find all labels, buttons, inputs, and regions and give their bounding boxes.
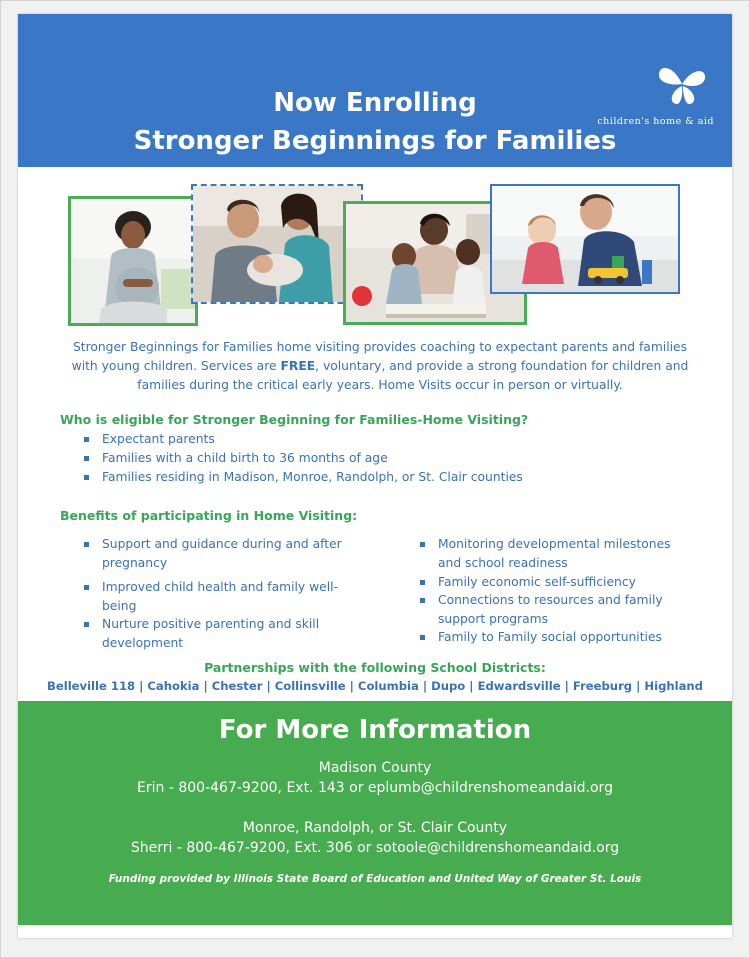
contact1-region: Madison County — [318, 760, 432, 776]
benefit-item: Support and guidance during and after pregnancy — [102, 535, 362, 573]
eligibility-item: Expectant parents — [102, 430, 215, 449]
intro-free-emphasis: FREE — [280, 359, 316, 373]
intro-paragraph — [68, 338, 692, 395]
contact2-details: Sherri - 800-467-9200, Ext. 306 or sotoole@childrenshomeandaid.org — [130, 840, 620, 856]
pregnant-woman-image — [71, 199, 195, 323]
benefit-item: Family to Family social opportunities — [438, 628, 708, 647]
contact2-region: Monroe, Randolph, or St. Clair County — [242, 820, 508, 836]
bullet-square-icon — [420, 598, 425, 603]
bullet-square-icon — [420, 542, 425, 547]
bullet-square-icon — [84, 475, 89, 480]
father-with-baby-playing-photo — [490, 184, 680, 294]
intro-text-end: , voluntary, and provide a strong foundation for children and families during the critical early years. Home Visits occur in person or virtually. — [137, 359, 689, 392]
parents-with-newborn-photo — [191, 184, 363, 304]
bullet-square-icon — [84, 437, 89, 442]
bullet-square-icon — [84, 456, 89, 461]
benefit-item: Monitoring developmental milestones and school readiness — [438, 535, 708, 573]
brand-logo — [554, 64, 714, 127]
eligibility-item: Families residing in Madison, Monroe, Randolph, or St. Clair counties — [102, 468, 523, 487]
title-line-2: Stronger Beginnings for Families — [133, 126, 617, 156]
benefit-item: Family economic self-sufficiency — [438, 573, 708, 592]
footer-title: For More Information — [218, 715, 532, 745]
butterfly-icon — [654, 64, 710, 108]
father-baby-image — [492, 186, 678, 292]
header-banner — [18, 14, 732, 167]
eligibility-heading: Who is eligible for Stronger Beginning for Families-Home Visiting? — [60, 412, 529, 427]
expectant-mother-photo — [68, 196, 198, 326]
benefits-heading: Benefits of participating in Home Visiting: — [60, 508, 358, 523]
contact1-details: Erin - 800-467-9200, Ext. 143 or eplumb@childrenshomeandaid.org — [137, 780, 613, 796]
bullet-square-icon — [420, 580, 425, 585]
bullet-square-icon — [420, 635, 425, 640]
parents-newborn-image — [193, 186, 361, 302]
school-districts-list: Belleville 118 | Cahokia | Chester | Collinsville | Columbia | Dupo | Edwardsville | Freeburg | Highland — [47, 679, 703, 693]
partnerships-heading: Partnerships with the following School Districts: — [204, 660, 546, 675]
benefit-item: Nurture positive parenting and skill development — [102, 615, 362, 653]
footer-banner — [18, 701, 732, 925]
funding-note: Funding provided by Illinois State Board of Education and United Way of Greater St. Louis — [108, 873, 642, 885]
benefit-item: Connections to resources and family support programs — [438, 591, 708, 629]
benefit-item: Improved child health and family well- being — [102, 578, 362, 616]
bullet-square-icon — [84, 542, 89, 547]
bullet-square-icon — [84, 622, 89, 627]
flyer-sheet — [18, 14, 732, 938]
intro-text-start: Stronger Beginnings for Families home visiting provides coaching to expectant parents and families with young children. Services are — [71, 340, 688, 373]
brand-name: children's home & aid — [597, 116, 714, 127]
eligibility-item: Families with a child birth to 36 months of age — [102, 449, 388, 468]
bullet-square-icon — [84, 585, 89, 590]
title-line-1: Now Enrolling — [273, 88, 477, 118]
